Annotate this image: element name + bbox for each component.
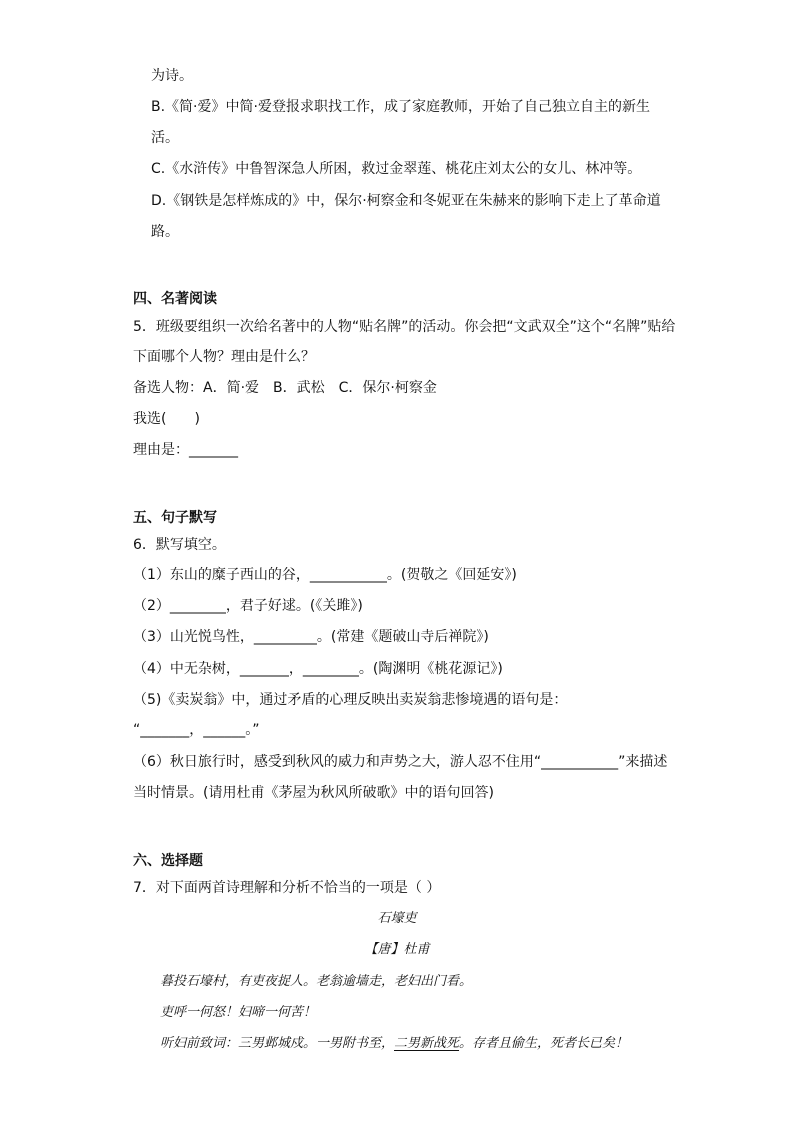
poem-line-3-part-b: 。存者且偷生，死者长已矣！ [459, 1036, 629, 1051]
fill-item-5-line1: （5)《卖炭翁》中，通过矛盾的心理反映出卖炭翁悲惨境遇的语句是： [133, 692, 568, 708]
choice-blank: 我选( ) [133, 411, 200, 427]
question-7: 7．对下面两首诗理解和分析不恰当的一项是（ ） [133, 880, 441, 896]
section-heading-5: 五、句子默写 [133, 510, 217, 526]
section-heading-6: 六、选择题 [133, 853, 203, 869]
question-5-line2: 下面哪个人物？理由是什么？ [133, 349, 315, 365]
option-a-tail: 为诗。 [151, 68, 193, 84]
fill-item-2: （2）________，君子好逑。(《关雎》) [133, 598, 363, 614]
question-6: 6．默写填空。 [133, 537, 226, 553]
poem-line-2: 吏呼一何怒！妇啼一何苦！ [160, 1005, 317, 1020]
poem-line-1: 暮投石壕村，有吏夜捉人。老翁逾墙走，老妇出门看。 [160, 974, 473, 989]
fill-item-3: （3）山光悦鸟性，_________。(常建《题破山寺后禅院》) [133, 629, 489, 645]
poem-line-3-underlined: 二男新战死 [394, 1036, 460, 1051]
reason-blank: 理由是：_______ [133, 442, 238, 458]
candidate-list: 备选人物：A．简·爱 B．武松 C．保尔·柯察金 [133, 380, 437, 396]
fill-item-5-line2: “_______，______。” [133, 722, 260, 738]
fill-item-1: （1）东山的糜子西山的谷，___________。(贺敬之《回延安》) [133, 567, 517, 583]
option-d-line1: D.《钢铁是怎样炼成的》中，保尔·柯察金和冬妮亚在朱赫来的影响下走上了革命道 [151, 193, 661, 209]
poem-author: 【唐】杜甫 [364, 942, 430, 957]
option-c: C.《水浒传》中鲁智深急人所困，救过金翠莲、桃花庄刘太公的女儿、林冲等。 [151, 161, 642, 177]
poem-line-3 [160, 1035, 628, 1053]
section-heading-4: 四、名著阅读 [133, 291, 217, 307]
question-5-line1: 5．班级要组织一次给名著中的人物“贴名牌”的活动。你会把“文武双全”这个“名牌”贴给 [133, 319, 676, 335]
poem-title: 石壕吏 [377, 911, 417, 926]
fill-item-6-line2: 当时情景。(请用杜甫《茅屋为秋风所破歌》中的语句回答) [133, 785, 494, 801]
option-b-line2: 活。 [151, 130, 179, 146]
option-b-line1: B.《简·爱》中简·爱登报求职找工作，成了家庭教师，开始了自己独立自主的新生 [151, 99, 650, 115]
fill-item-6-line1: （6）秋日旅行时，感受到秋风的威力和声势之大，游人忍不住用“___________”来描述 [133, 754, 668, 770]
option-d-line2: 路。 [151, 224, 179, 240]
poem-line-3-part-a: 听妇前致词：三男邺城戍。一男附书至， [160, 1036, 395, 1051]
fill-item-4: （4）中无杂树，_______，________。(陶渊明《桃花源记》) [133, 661, 503, 677]
